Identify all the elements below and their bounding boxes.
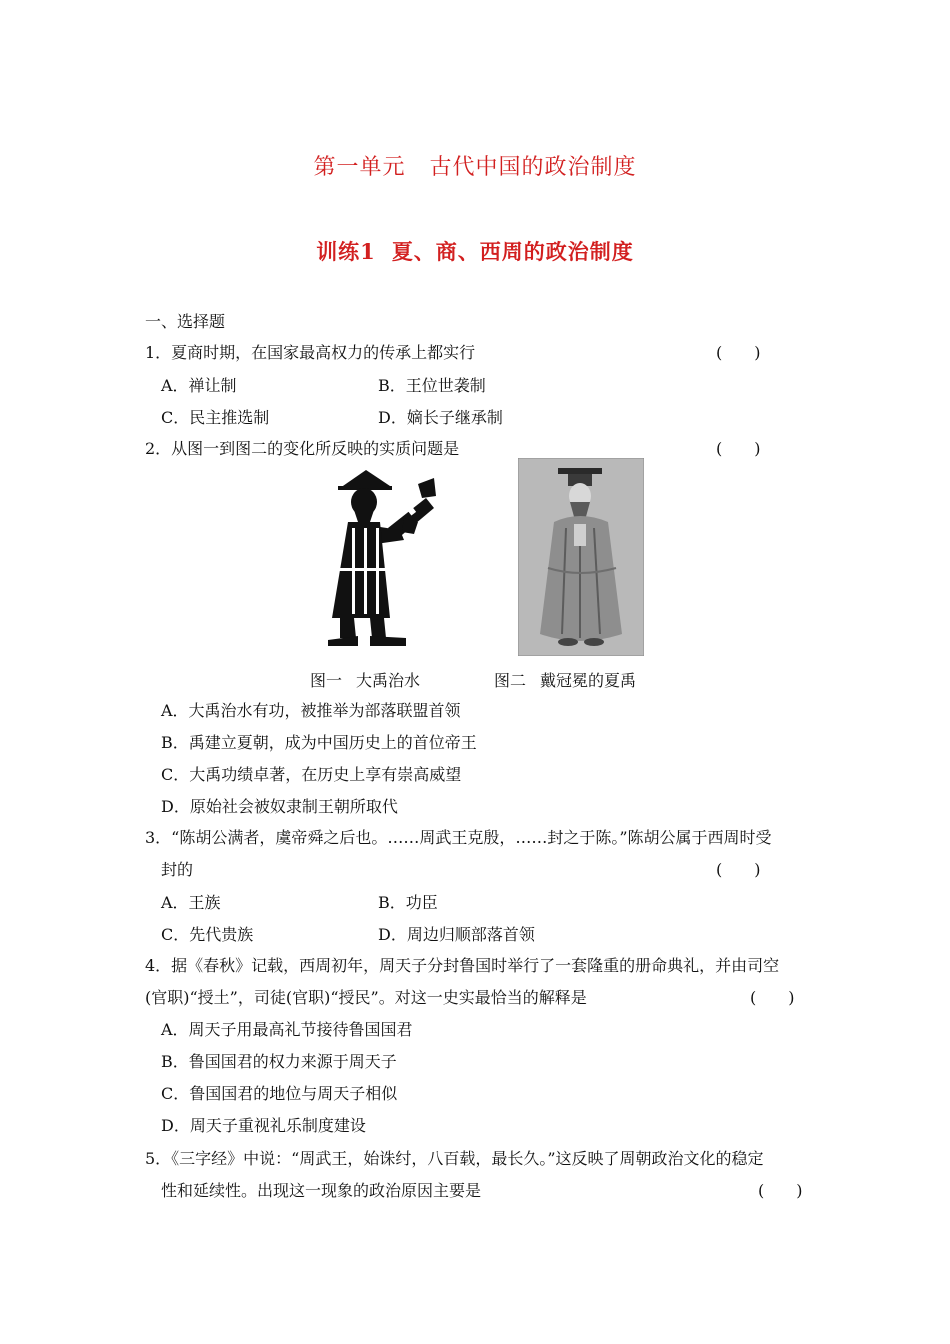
q3-option-c: C．先代贵族 [161, 925, 254, 944]
q4-option-c: C．鲁国国君的地位与周天子相似 [161, 1084, 398, 1103]
q3-option-a: A．王族 [161, 893, 221, 912]
q1-option-b: B．王位世袭制 [378, 376, 486, 395]
section-heading: 一、选择题 [145, 312, 226, 331]
q2-option-c: C．大禹功绩卓著，在历史上享有崇高威望 [161, 765, 462, 784]
q3-stem-line2: 封的 [161, 860, 194, 879]
q1-option-c: C．民主推选制 [161, 408, 270, 427]
q4-stem-line1: 4．据《春秋》记载，西周初年，周天子分封鲁国时举行了一套隆重的册命典礼，并由司空 [145, 956, 780, 975]
q5-answer-blank: ( ) [758, 1181, 803, 1200]
unit-title [0, 150, 950, 181]
q3-answer-blank: ( ) [716, 860, 761, 879]
q2-stem: 2．从图一到图二的变化所反映的实质问题是 [145, 439, 460, 458]
q4-answer-blank: ( ) [750, 988, 795, 1007]
lesson-name: 夏、商、西周的政治制度 [391, 239, 634, 264]
q2-option-b: B．禹建立夏朝，成为中国历史上的首位帝王 [161, 733, 477, 752]
q4-option-d: D．周天子重视礼乐制度建设 [161, 1116, 366, 1135]
q4-option-b: B．鲁国国君的权力来源于周天子 [161, 1052, 397, 1071]
q1-option-d: D．嫡长子继承制 [378, 408, 503, 427]
figure-1-caption [310, 668, 420, 691]
q4-stem-line2: (官职)“授土”，司徒(官职)“授民”。对这一史实最恰当的解释是 [145, 988, 587, 1007]
q1-stem: 1．夏商时期，在国家最高权力的传承上都实行 [145, 343, 476, 362]
q5-stem-line2: 性和延续性。出现这一现象的政治原因主要是 [161, 1181, 482, 1200]
q3-stem-line1: 3．“陈胡公满者，虞帝舜之后也。……周武王克殷，……封之于陈。”陈胡公属于西周时受 [145, 828, 772, 847]
q2-option-d: D．原始社会被奴隶制王朝所取代 [161, 797, 398, 816]
q2-option-a: A．大禹治水有功，被推举为部落联盟首领 [161, 701, 461, 720]
q4-option-a: A．周天子用最高礼节接待鲁国国君 [161, 1020, 413, 1039]
figure-1-title: 大禹治水 [356, 671, 421, 690]
q2-answer-blank: ( ) [716, 439, 761, 458]
figure-1-label: 图一 [310, 671, 343, 690]
q1-option-a: A．禅让制 [161, 376, 237, 395]
figure-2-image [518, 458, 644, 656]
lesson-prefix: 训练1 [316, 239, 376, 264]
q5-stem-line1: 5．《三字经》中说：“周武王，始诛纣，八百载，最长久。”这反映了周朝政治文化的稳定 [145, 1149, 764, 1168]
figure-2-title: 戴冠冕的夏禹 [540, 671, 637, 690]
q3-option-b: B．功臣 [378, 893, 438, 912]
unit-name: 古代中国的政治制度 [429, 155, 637, 180]
unit-prefix: 第一单元 [313, 155, 406, 180]
lesson-title [0, 236, 950, 266]
figure-1-image [318, 468, 436, 650]
q3-option-d: D．周边归顺部落首领 [378, 925, 535, 944]
figure-2-caption [494, 668, 636, 691]
figure-2-label: 图二 [494, 671, 527, 690]
q1-answer-blank: ( ) [716, 343, 761, 362]
